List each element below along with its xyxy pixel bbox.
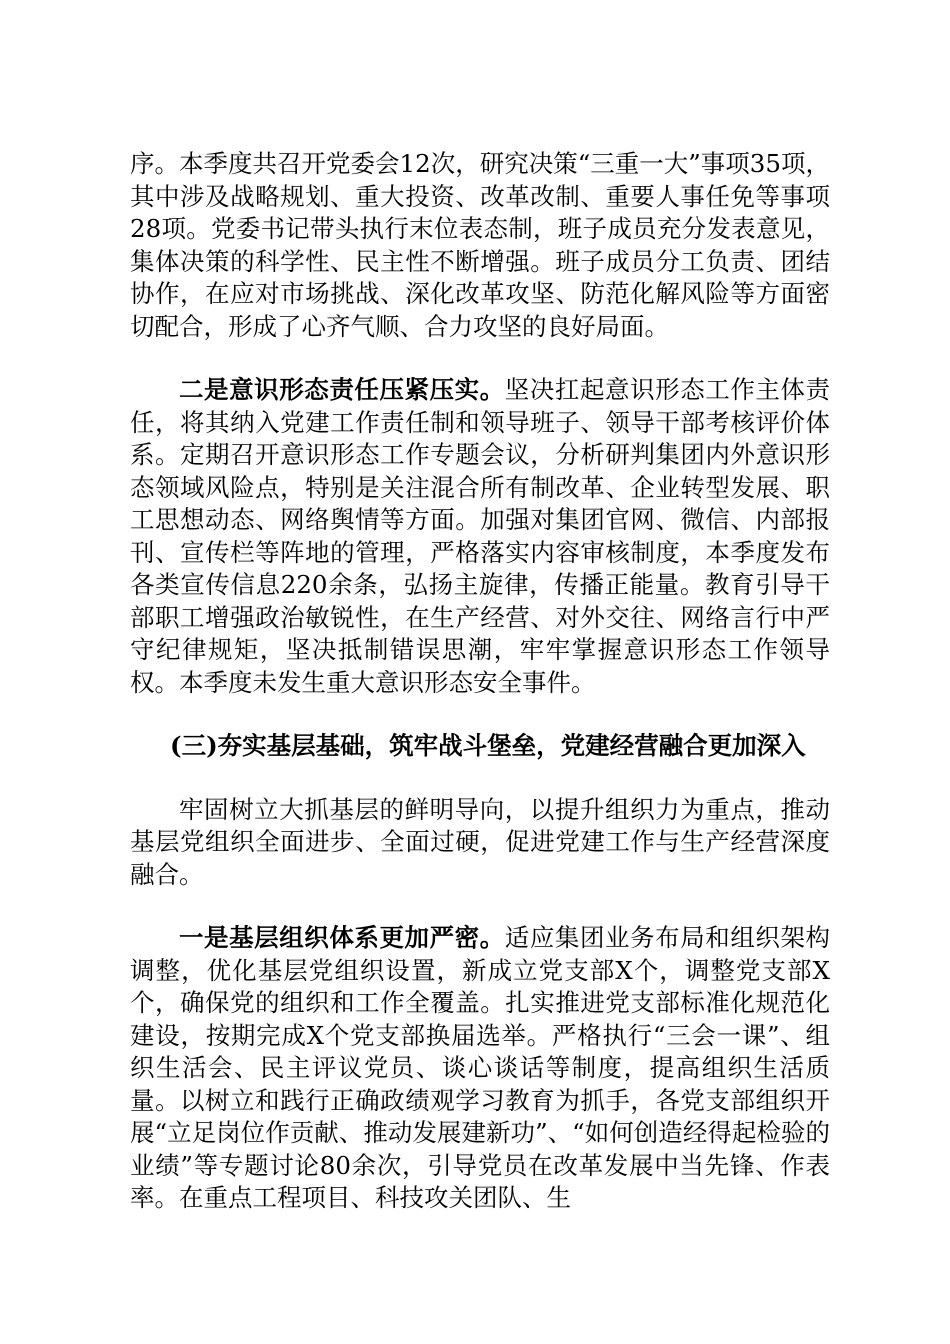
paragraph-spacer [130, 891, 830, 922]
paragraph-ideology [130, 374, 830, 699]
paragraph-text: 适应集团业务布局和组织架构调整，优化基层党组织设置，新成立党支部X个，调整党支部X个，确保党的组织和工作全覆盖。扎实推进党支部标准化规范化建设，按期完成X个党支部换届选举。严格执行“三会一课”、组织生活会、民主评议党员、谈心谈话等制度，提高组织生活质量。以树立和践行正确政绩观学习教育为抓手，各党支部组织开展“立足岗位作贡献、推动发展建新功”、“如何创造经得起检验的业绩”等专题讨论80余次，引导党员在改革发展中当先锋、作表率。在重点工程项目、科技攻关团队、生 [130, 923, 830, 1212]
paragraph-spacer [130, 763, 830, 794]
paragraph-intro: 牢固树立大抓基层的鲜明导向，以提升组织力为重点，推动基层党组织全面进步、全面过硬，促进党建工作与生产经营深度融合。 [130, 794, 830, 889]
paragraph-text: 坚决扛起意识形态工作主体责任，将其纳入党建工作责任制和领导班子、领导干部考核评价体系。定期召开意识形态工作专题会议，分析研判集团内外意识形态领域风险点，特别是关注混合所有制改革、企业转型发展、职工思想动态、网络舆情等方面。加强对集团官网、微信、内部报刊、宣传栏等阵地的管理，严格落实内容审核制度，本季度发布各类宣传信息220余条，弘扬主旋律，传播正能量。教育引导干部职工增强政治敏锐性，在生产经营、对外交往、网络言行中严守纪律规矩，坚决抵制错误思潮，牢牢掌握意识形态工作领导权。本季度未发生重大意识形态安全事件。 [130, 375, 830, 697]
paragraph-text: 序。本季度共召开党委会12次，研究决策“三重一大”事项35项，其中涉及战略规划、重大投资、改革改制、重要人事任免等事项28项。党委书记带头执行末位表态制，班子成员充分发表意见，集体决策的科学性、民主性不断增强。班子成员分工负责、团结协作，在应对市场挑战、深化改革攻坚、防范化解风险等方面密切配合，形成了心齐气顺、合力攻坚的良好局面。 [130, 149, 830, 341]
paragraph-lead: 二是意识形态责任压紧压实。 [179, 375, 505, 404]
section-heading: (三)夯实基层基础，筑牢战斗堡垒，党建经营融合更加深入 [170, 731, 806, 760]
paragraph-lead: 一是基层组织体系更加严密。 [179, 923, 505, 952]
paragraph-spacer [130, 343, 830, 374]
paragraph-continued [130, 148, 830, 343]
paragraph-spacer [130, 699, 830, 730]
document-body [130, 148, 830, 1215]
paragraph-organization [130, 922, 830, 1215]
